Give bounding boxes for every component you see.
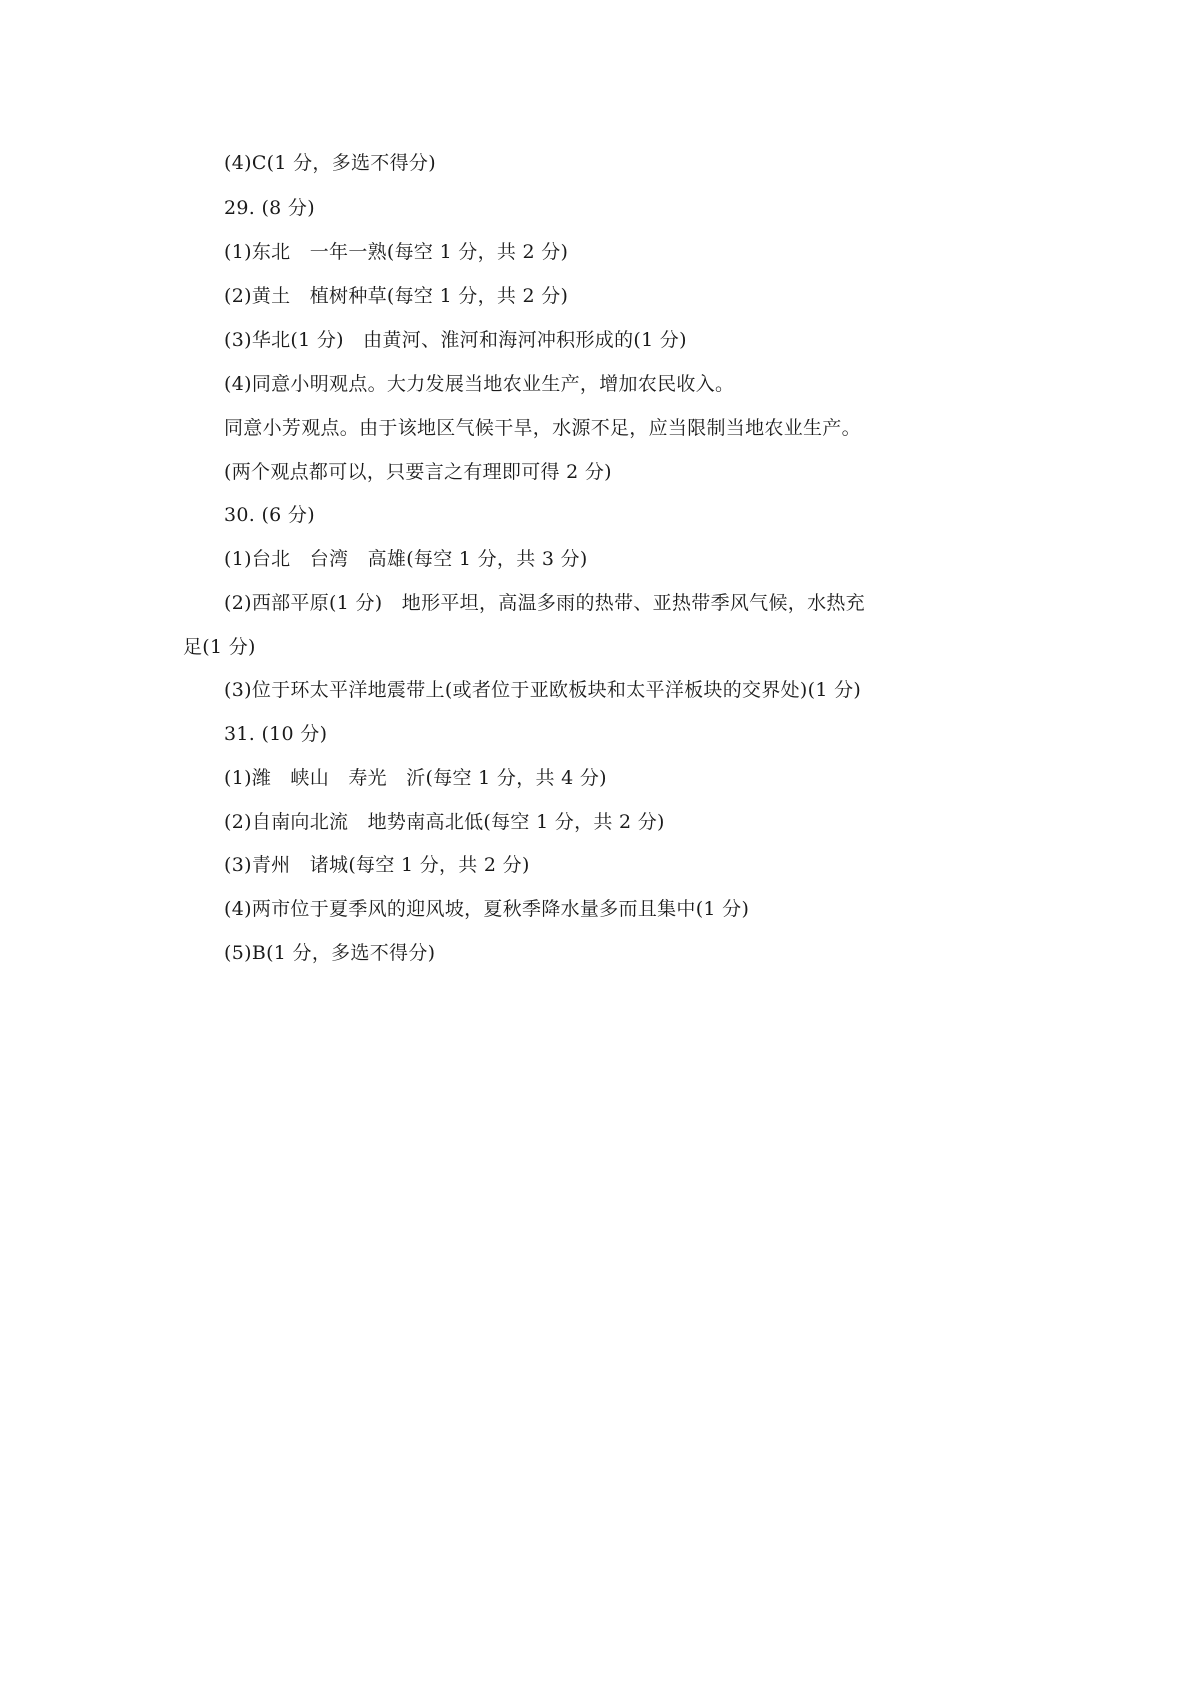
answer-line-q31-4: (4)两市位于夏季风的迎风坡，夏秋季降水量多而且集中(1 分) (224, 898, 750, 920)
question-heading-30: 30. (6 分) (224, 504, 315, 526)
answer-line-q31-2: (2)自南向北流 地势南高北低(每空 1 分，共 2 分) (224, 811, 665, 833)
answer-line-q28-4: (4)C(1 分，多选不得分) (224, 152, 436, 174)
answer-line-q30-2: (2)西部平原(1 分) 地形平坦，高温多雨的热带、亚热带季风气候，水热充 (224, 592, 865, 614)
answer-line-q31-1: (1)潍 峡山 寿光 沂(每空 1 分，共 4 分) (224, 767, 607, 789)
answer-note-q29: (两个观点都可以，只要言之有理即可得 2 分) (224, 461, 612, 483)
answer-line-q30-2-cont: 足(1 分) (183, 636, 256, 658)
answer-line-q29-2: (2)黄土 植树种草(每空 1 分，共 2 分) (224, 285, 569, 307)
answer-line-q31-3: (3)青州 诸城(每空 1 分，共 2 分) (224, 854, 530, 876)
answer-line-q29-1: (1)东北 一年一熟(每空 1 分，共 2 分) (224, 241, 569, 263)
answer-line-q29-4-alt: 同意小芳观点。由于该地区气候干旱，水源不足，应当限制当地农业生产。 (224, 417, 861, 439)
answer-line-q30-1: (1)台北 台湾 高雄(每空 1 分，共 3 分) (224, 548, 588, 570)
question-heading-29: 29. (8 分) (224, 197, 315, 219)
question-heading-31: 31. (10 分) (224, 723, 328, 745)
answer-line-q29-4: (4)同意小明观点。大力发展当地农业生产，增加农民收入。 (224, 373, 735, 395)
answer-line-q30-3: (3)位于环太平洋地震带上(或者位于亚欧板块和太平洋板块的交界处)(1 分) (224, 679, 862, 701)
answer-line-q29-3: (3)华北(1 分) 由黄河、淮河和海河冲积形成的(1 分) (224, 329, 687, 351)
answer-line-q31-5: (5)B(1 分，多选不得分) (224, 942, 436, 964)
